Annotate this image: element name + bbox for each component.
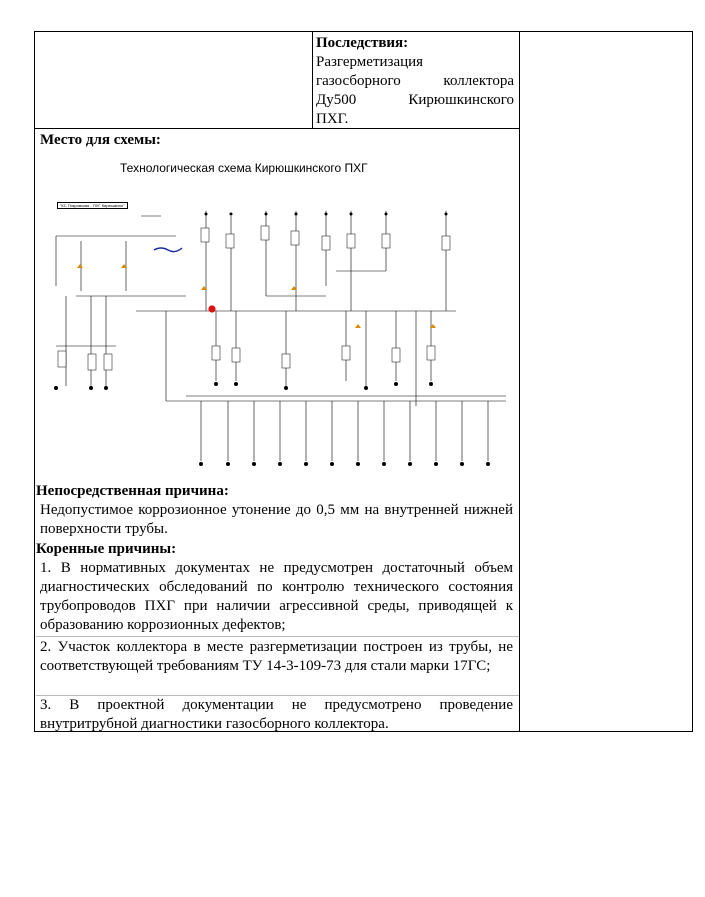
table-top-border [34, 31, 693, 32]
schema-title: Технологическая схема Кирюшкинского ПХГ [120, 161, 368, 175]
root-cause-item: 2. Участок коллектора в месте разгерметизации построен из трубы, не соответствующей требованиям ТУ 14-3-109-73 для стали марки 17ГС; [40, 639, 513, 674]
immediate-cause-heading: Непосредственная причина: [36, 483, 229, 499]
technological-schema [36, 176, 516, 476]
table-left-border [34, 31, 35, 732]
consequences-heading: Последствия: [316, 35, 409, 51]
consequences-line-2: газосборного коллектора [316, 73, 514, 89]
column-divider-2 [519, 31, 520, 732]
connection-label: "КС Покровская - ПХГ Кирюшкино" [57, 202, 128, 209]
root-cause-item: 3. В проектной документации не предусмотрено проведение внутритрубной диагностики газосборного коллектора. [40, 697, 513, 732]
consequences-line-4: ПХГ. [316, 111, 349, 127]
table-right-border [692, 31, 693, 732]
consequences-line-3: Ду500 Кирюшкинского [316, 92, 514, 108]
column-divider-1 [312, 31, 313, 129]
immediate-cause-text: Недопустимое коррозионное утонение до 0,5 мм на внутренней нижней поверхности трубы. [40, 502, 513, 537]
root-causes-heading: Коренные причины: [36, 541, 177, 557]
consequences-line-1: Разгерметизация [316, 54, 424, 70]
root-cause-item: 1. В нормативных документах не предусмотрен достаточный объем диагностических обследований по контролю технического состояния трубопроводов ПХГ при наличии агрессивной среды, приводящей к образованию коррозионных дефектов; [40, 560, 513, 633]
row-divider [34, 128, 520, 129]
schema-label: Место для схемы: [40, 132, 161, 148]
root-cause-divider-1 [36, 636, 519, 637]
